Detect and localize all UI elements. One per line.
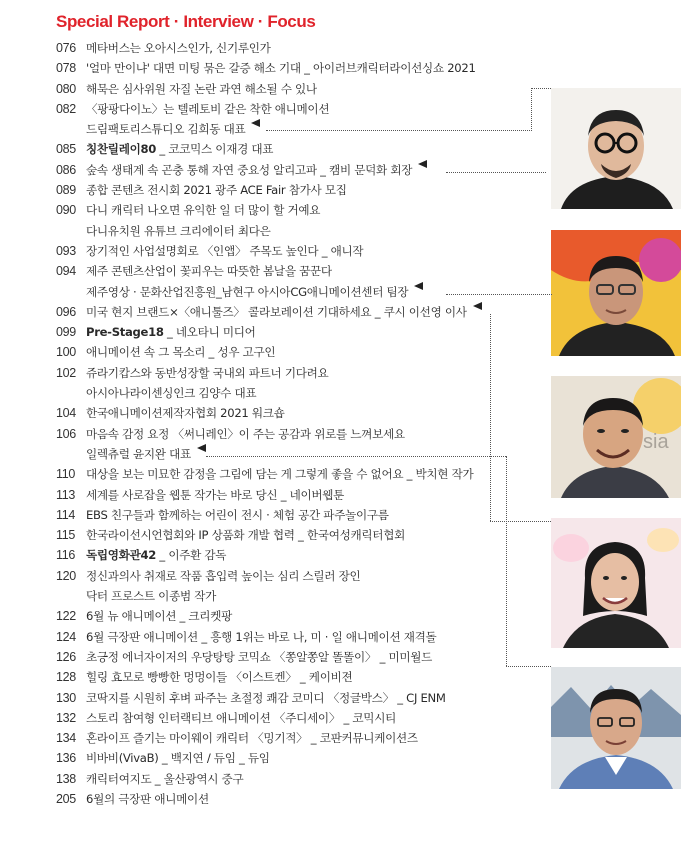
page-number: 085 [56, 142, 76, 157]
entry-text: 메타버스는 오아시스인가, 신기루인가 [86, 41, 271, 55]
page-number: 122 [56, 609, 76, 624]
toc-entry[interactable] [56, 464, 556, 484]
entry-text: 다니 캐릭터 나오면 유익한 일 더 많이 할 거예요 [86, 203, 321, 218]
entry-text: _ 이주환 감독 [156, 548, 227, 563]
entry-title [86, 769, 243, 789]
page-number: 099 [56, 325, 76, 340]
table-of-contents [56, 38, 556, 809]
toc-entry[interactable] [56, 769, 556, 789]
entry-title [86, 424, 405, 444]
toc-entry[interactable] [56, 58, 556, 78]
connector-line-5b [506, 456, 507, 666]
toc-entry[interactable] [56, 383, 556, 403]
page-number: 132 [56, 710, 76, 725]
entry-text: EBS 친구들과 함께하는 어린이 전시 · 체험 공간 파주놀이구름 [86, 507, 389, 522]
toc-entry[interactable] [56, 322, 556, 342]
pointer-arrow-icon [473, 302, 482, 310]
entry-text: 해묵은 심사위원 자질 논란 과연 해소될 수 있나 [86, 81, 317, 96]
toc-entry[interactable] [56, 647, 556, 667]
entry-title [86, 485, 344, 505]
entry-title [86, 606, 232, 626]
page-number: 130 [56, 690, 76, 705]
entry-title [86, 789, 209, 809]
entry-text: _ 코코믹스 이재경 대표 [156, 142, 274, 157]
entry-text: 초긍정 에너자이저의 우당탕탕 코믹쇼 〈쫑알쫑알 똘똘이〉 _ 미미월드 [86, 649, 433, 664]
toc-entry[interactable] [56, 606, 556, 626]
page-number: 134 [56, 731, 76, 746]
page-number: 082 [56, 101, 76, 116]
entry-text: 캐릭터여지도 _ 울산광역시 중구 [86, 771, 244, 786]
entry-title [86, 58, 476, 78]
column-name: 칭찬릴레이80 [86, 142, 157, 157]
pointer-arrow-icon [251, 119, 260, 127]
entry-title [86, 363, 328, 383]
column-name: 독립영화관42 [86, 548, 157, 563]
page-number: 096 [56, 304, 76, 319]
portrait-photo-5 [551, 667, 681, 789]
entry-text: 한국애니메이션제작자협회 2021 워크숍 [86, 406, 285, 421]
connector-line-5 [206, 456, 506, 457]
svg-text:sia: sia [643, 431, 669, 453]
page-number: 094 [56, 264, 76, 279]
toc-entry[interactable] [56, 403, 556, 423]
toc-entry[interactable] [56, 627, 556, 647]
entry-text: 쥬라기캅스와 동반성장할 국내외 파트너 기다려요 [86, 365, 329, 380]
entry-text: 제주 콘텐츠산업이 꽃피우는 따뜻한 봄날을 꿈꾼다 [86, 264, 332, 279]
page-number: 136 [56, 751, 76, 766]
portrait-photo-1 [551, 88, 681, 209]
toc-entry[interactable] [56, 545, 556, 565]
entry-title [86, 342, 275, 362]
entry-text: 6월의 극장판 애니메이션 [86, 791, 209, 806]
page-number: 110 [56, 467, 76, 482]
entry-title [86, 302, 467, 322]
entry-text: 세계를 사로잡을 웹툰 작가는 바로 당신 _ 네이버웹툰 [86, 487, 345, 502]
page-number [56, 444, 86, 464]
connector-line-1 [266, 88, 532, 131]
page-number: 078 [56, 61, 76, 76]
entry-text: 닥터 프로스트 이종범 작가 [86, 589, 217, 604]
entry-title [86, 708, 396, 728]
toc-entry[interactable] [56, 444, 556, 464]
entry-title [86, 566, 360, 586]
entry-title [86, 261, 332, 281]
entry-text: 장기적인 사업설명회로 〈인앱〉 주목도 높인다 _ 애니작 [86, 243, 364, 258]
page-number: 104 [56, 406, 76, 421]
page-number [56, 383, 86, 403]
toc-entry[interactable] [56, 424, 556, 444]
portrait-photo-4 [551, 518, 681, 648]
entry-title [86, 160, 412, 180]
toc-entry[interactable] [56, 485, 556, 505]
entry-title [86, 627, 436, 647]
entry-text: 정신과의사 취재로 작품 흡입력 높이는 심리 스릴러 장인 [86, 568, 361, 583]
page-number: 086 [56, 162, 76, 177]
entry-title [86, 119, 245, 139]
entry-title [86, 728, 418, 748]
page-number: 115 [56, 528, 76, 543]
entry-title [86, 444, 191, 464]
connector-line-3 [446, 294, 552, 295]
toc-entry[interactable] [56, 180, 556, 200]
entry-text: 〈팡팡다이노〉는 텔레토비 같은 착한 애니메이션 [86, 101, 330, 116]
entry-text: 애니메이션 속 그 목소리 _ 성우 고구인 [86, 345, 276, 360]
toc-entry[interactable] [56, 586, 556, 606]
entry-text: _ 네오타니 미디어 [163, 325, 256, 340]
entry-text: 스토리 참여형 인터랙티브 애니메이션 〈주디세이〉 _ 코믹시티 [86, 710, 396, 725]
page-number [56, 282, 86, 302]
page-number: 114 [56, 507, 76, 522]
toc-entry[interactable] [56, 505, 556, 525]
toc-entry[interactable] [56, 728, 556, 748]
page-number: 124 [56, 629, 76, 644]
entry-text: 비바비(VivaB) _ 백지연 / 듀임 _ 듀임 [86, 751, 270, 766]
entry-text: 종합 콘텐츠 전시회 2021 광주 ACE Fair 참가사 모집 [86, 183, 347, 198]
connector-line-4 [490, 314, 491, 521]
entry-title [86, 545, 226, 565]
entry-title [86, 322, 256, 342]
toc-entry[interactable] [56, 748, 556, 768]
toc-entry[interactable] [56, 688, 556, 708]
connector-line-2 [446, 172, 546, 173]
entry-title [86, 38, 271, 58]
entry-title [86, 180, 347, 200]
entry-title [86, 383, 256, 403]
connector-line-1b [531, 88, 551, 89]
toc-entry[interactable] [56, 160, 556, 180]
portrait-photo-2 [551, 230, 681, 356]
toc-entry[interactable] [56, 200, 556, 220]
pointer-arrow-icon [197, 444, 206, 452]
entry-text: 대상을 보는 미묘한 감정을 그림에 담는 게 그렇게 좋을 수 없어요 _ 박치현 작가 [86, 467, 474, 482]
toc-entry[interactable] [56, 241, 556, 261]
entry-text: 드림팩토리스튜디오 김희동 대표 [86, 122, 246, 137]
toc-entry[interactable] [56, 342, 556, 362]
connector-line-4b [490, 521, 551, 522]
section-header: Special Report · Interview · Focus [56, 12, 316, 31]
entry-title [86, 221, 271, 241]
entry-text: 제주영상 · 문화산업진흥원_남현구 아시아CG애니메이션센터 팀장 [86, 284, 409, 299]
page-number: 106 [56, 426, 76, 441]
page-number: 090 [56, 203, 76, 218]
entry-title [86, 667, 352, 687]
pointer-arrow-icon [414, 282, 423, 290]
toc-entry[interactable] [56, 667, 556, 687]
entry-text: '얼마 만이냐' 대면 미팅 묶은 갈증 해소 기대 _ 아이러브캐릭터라이선싱쇼 2021 [86, 61, 476, 76]
page-number: 205 [56, 791, 76, 806]
toc-entry[interactable] [56, 221, 556, 241]
entry-title [86, 688, 446, 708]
entry-title [86, 139, 273, 159]
toc-entry[interactable] [56, 363, 556, 383]
toc-entry[interactable] [56, 525, 556, 545]
entry-text: 힐링 효모로 빵빵한 멍멍이들 〈이스트켄〉 _ 케이비젼 [86, 670, 353, 685]
page-number: 128 [56, 670, 76, 685]
entry-text: 미국 현지 브랜드×〈애니툴즈〉 콜라보레이션 기대하세요 _ 쿠시 이선영 이사 [86, 304, 467, 319]
portrait-photo-3 [551, 376, 681, 498]
toc-entry[interactable] [56, 302, 556, 322]
entry-title [86, 282, 408, 302]
entry-title [86, 200, 320, 220]
page-number: 138 [56, 771, 76, 786]
page-number: 100 [56, 345, 76, 360]
page-number: 102 [56, 365, 76, 380]
toc-entry[interactable] [56, 566, 556, 586]
page-number: 080 [56, 81, 76, 96]
toc-entry[interactable] [56, 789, 556, 809]
entry-text: 숲속 생태계 속 곤충 통해 자연 중요성 알리고파 _ 캠비 문덕화 회장 [86, 162, 413, 177]
entry-text: 아시아나라이센싱인크 김양수 대표 [86, 386, 257, 401]
toc-entry[interactable] [56, 708, 556, 728]
page-number: 113 [56, 487, 76, 502]
entry-title [86, 403, 285, 423]
page-number: 089 [56, 183, 76, 198]
toc-entry[interactable] [56, 261, 556, 281]
entry-title [86, 525, 405, 545]
page-number [56, 221, 86, 241]
page-number: 093 [56, 243, 76, 258]
entry-title [86, 748, 270, 768]
toc-entry[interactable] [56, 139, 556, 159]
toc-entry[interactable] [56, 38, 556, 58]
page-number: 120 [56, 568, 76, 583]
pointer-arrow-icon [418, 160, 427, 168]
entry-text: 혼라이프 즐기는 마이웨이 캐릭터 〈밍기적〉 _ 코판커뮤니케이션즈 [86, 731, 418, 746]
toc-entry[interactable] [56, 282, 556, 302]
page-number: 116 [56, 548, 76, 563]
entry-text: 6월 뉴 애니메이션 _ 크리켓팡 [86, 609, 233, 624]
entry-text: 코딱지를 시원히 후벼 파주는 초절정 쾌감 코미디 〈정글박스〉 _ CJ ENM [86, 690, 446, 705]
entry-title [86, 647, 432, 667]
entry-text: 6월 극장판 애니메이션 _ 흥행 1위는 바로 나, 미 · 일 애니메이션 재격돌 [86, 629, 437, 644]
entry-text: 다니유치원 유튜브 크리에이터 최다은 [86, 223, 271, 238]
page-number: 126 [56, 649, 76, 664]
page-number [56, 119, 86, 139]
entry-title [86, 464, 473, 484]
entry-title [86, 241, 363, 261]
entry-text: 마음속 감정 요정 〈써니레인〉이 주는 공감과 위로를 느껴보세요 [86, 426, 405, 441]
entry-text: 일렉츄럴 윤지완 대표 [86, 446, 191, 461]
entry-title [86, 505, 389, 525]
page-number [56, 586, 86, 606]
entry-title [86, 586, 216, 606]
entry-text: 한국라이선시언협회와 IP 상품화 개발 협력 _ 한국여성캐릭터협회 [86, 528, 406, 543]
page-number: 076 [56, 41, 76, 55]
column-name: Pre-Stage18 [86, 325, 164, 340]
connector-line-5c [506, 666, 551, 667]
